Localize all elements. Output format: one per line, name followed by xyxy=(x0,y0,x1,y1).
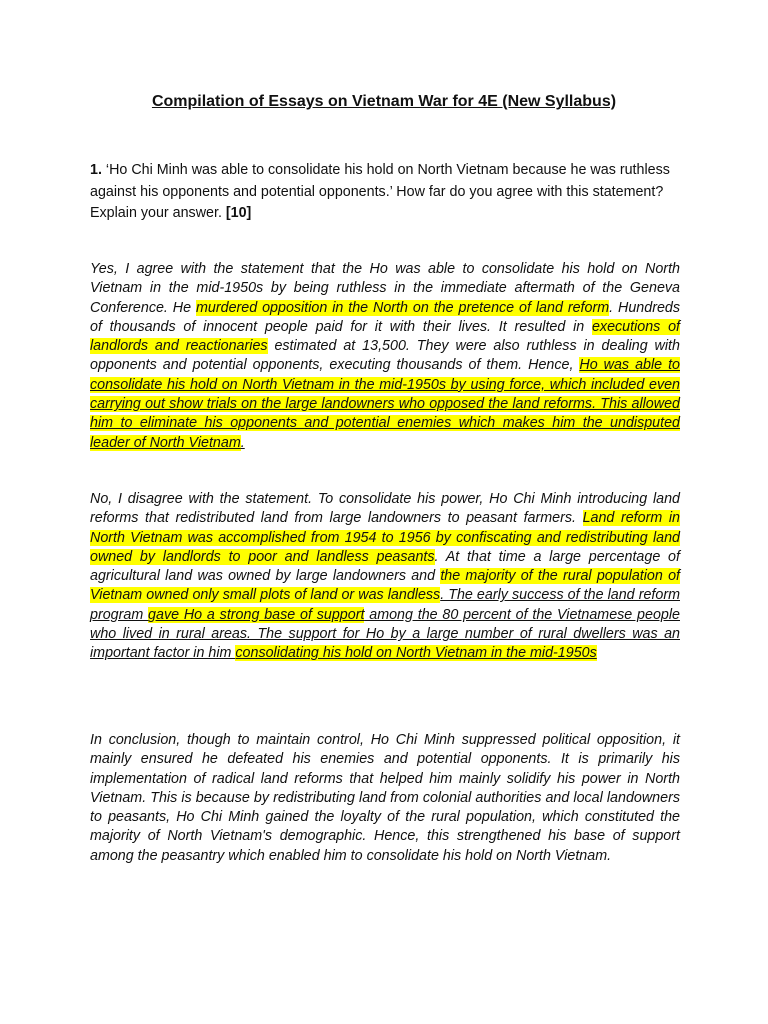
highlighted-text: the majority of the rural population of Vietnam owned only small plots of land or was landless xyxy=(90,568,680,604)
highlighted-text: Land reform in North Vietnam was accomplished from 1954 to 1956 by confiscating and redistributing land owned by landlords to poor and landless peasants xyxy=(90,510,680,565)
question-number: 1. xyxy=(90,162,102,178)
question-prompt xyxy=(90,160,680,225)
paragraph-text: Yes, I agree with the statement that the Ho was able to consolidate his hold on North Vietnam in the mid-1950s by being ruthless in the immediate aftermath of the Geneva Conference. He xyxy=(90,261,680,316)
highlighted-text: murdered opposition in the North on the pretence of land reform xyxy=(196,299,610,316)
paragraph-text: . The early success of the land reform program xyxy=(90,587,680,623)
paragraph-text: . At that time a large percentage of agricultural land was owned by large landowners and xyxy=(90,548,680,585)
highlighted-text: gave Ho a strong base of support xyxy=(148,606,365,623)
question-text: ‘Ho Chi Minh was able to consolidate his hold on North Vietnam because he was ruthless against his opponents and potential opponents.’ How far do you agree with this statement? Explain your answer. xyxy=(90,162,670,221)
highlighted-text: consolidating his hold on North Vietnam in the mid-1950s xyxy=(235,645,597,662)
paragraph-text: . xyxy=(240,434,245,451)
answer-paragraph-disagree xyxy=(90,490,680,664)
document-title: Compilation of Essays on Vietnam War for 4E (New Syllabus) xyxy=(151,93,617,110)
paragraph-text: In conclusion, though to maintain control, Ho Chi Minh suppressed political opposition, it mainly ensured he defeated his enemies and potential opponents. It is primarily his implementation of radical land reforms that helped him mainly solidify his power in North Vietnam. This is because by redistributing land from colonial authorities and local landowners to peasants, Ho Chi Minh gained the loyalty of the rural population, which constituted the majority of North Vietnam's demographic. Hence, this strengthened his base of support among the peasantry which enabled him to consolidate his hold on North Vietnam. xyxy=(90,732,680,864)
paragraph-text: . Hundreds of thousands of innocent people paid for it with their lives. It resulted in xyxy=(90,299,681,335)
paragraph-text: among the 80 percent of the Vietnamese people who lived in rural areas. The support for Ho by a large number of rural dwellers was an important factor in him xyxy=(90,606,680,662)
paragraph-text: estimated at 13,500. They were also ruthless in dealing with opponents and potential opponents, executing thousands of them. Hence, xyxy=(90,338,680,374)
highlighted-text: executions of landlords and reactionaries xyxy=(90,318,680,355)
question-marks: [10] xyxy=(225,205,252,221)
highlighted-text: Ho was able to consolidate his hold on North Vietnam in the mid-1950s by using force, which included even carrying out show trials on the large landowners who opposed the land reforms. This allowed him to eliminate his opponents and potential enemies which makes him the undisputed leader of North Vietnam xyxy=(90,357,680,451)
answer-paragraph-agree xyxy=(90,260,680,453)
answer-paragraph-conclusion xyxy=(90,731,680,866)
paragraph-text: No, I disagree with the statement. To consolidate his power, Ho Chi Minh introducing land reforms that redistributed land from large landowners to peasant farmers. xyxy=(90,491,680,527)
